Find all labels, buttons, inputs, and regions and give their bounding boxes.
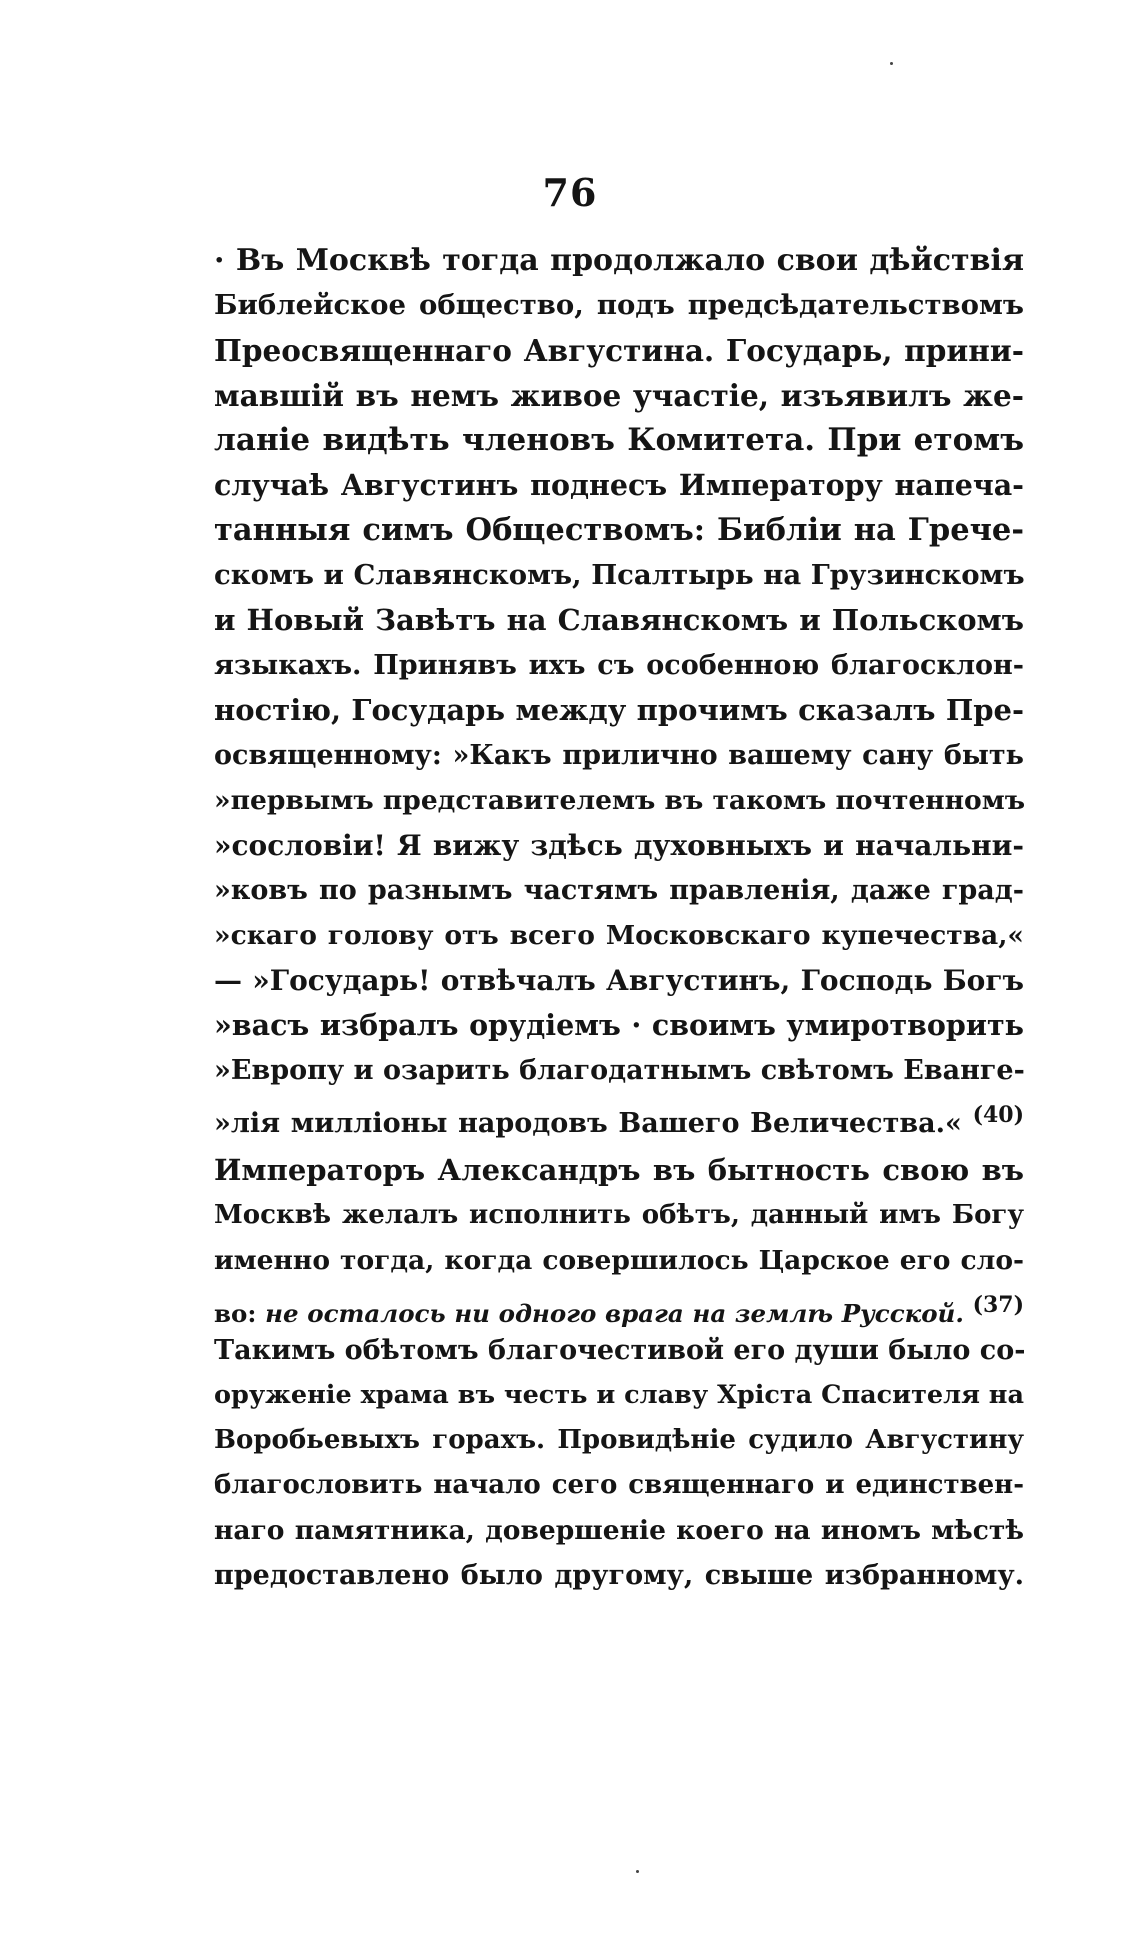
line-prefix: во: bbox=[214, 1299, 257, 1328]
text-line: »первымъ представителемъ въ такомъ почтенномъ bbox=[214, 785, 1026, 816]
text-line: благословить начало сего священнаго и единствен- bbox=[214, 1470, 1024, 1500]
text-line: и Новый Завѣтъ на Славянскомъ и Польскомъ bbox=[214, 603, 1024, 637]
text-line: · Въ Москвѣ тогда продолжало свои дѣйствія bbox=[214, 243, 1024, 278]
text-line: »скаго голову отъ всего Московскаго купечества,« bbox=[214, 920, 1024, 951]
text-line: предоставлено было другому, свыше избранному. bbox=[214, 1560, 1024, 1591]
page-number: 76 bbox=[542, 170, 598, 215]
text-line: — »Государь! отвѣчалъ Августинъ, Господь Богъ bbox=[214, 964, 1024, 997]
text-line: Москвѣ желалъ исполнить обѣтъ, данный имъ Богу bbox=[214, 1200, 1024, 1230]
text-line: »ковъ по разнымъ частямъ правленія, даже град- bbox=[214, 875, 1024, 906]
text-line: »Европу и озарить благодатнымъ свѣтомъ Еванге- bbox=[214, 1055, 1025, 1086]
paragraph-1 bbox=[214, 238, 1024, 1138]
text-line: оруженіе храма въ честь и славу Хріста Спасителя на bbox=[214, 1380, 1024, 1410]
text-line: Воробьевыхъ горахъ. Провидѣніе судило Августину bbox=[214, 1425, 1024, 1455]
text-line-italic bbox=[214, 1283, 1024, 1328]
text-line: освященному: »Какъ прилично вашему сану быть bbox=[214, 740, 1024, 771]
body-text bbox=[214, 238, 1024, 1598]
text-line: Императоръ Александръ въ бытность свою въ bbox=[214, 1153, 1024, 1187]
scan-speck bbox=[890, 62, 893, 65]
footnote-reference: (40) bbox=[972, 1102, 1024, 1128]
text-line-last bbox=[214, 1093, 1024, 1138]
text-line: Библейское общество, подъ предсѣдательствомъ bbox=[214, 289, 1024, 321]
line-text: »лія милліоны народовъ Вашего Величества.« bbox=[214, 1108, 962, 1139]
italic-quote: не осталось ни одного врага на землѣ Русской. bbox=[265, 1299, 964, 1328]
text-line: »васъ избралъ орудіемъ · своимъ умиротворить bbox=[214, 1008, 1024, 1042]
text-line: случаѣ Августинъ поднесъ Императору напеча- bbox=[214, 468, 1024, 502]
paragraph-2 bbox=[214, 1148, 1024, 1598]
text-line: »сословіи! Я вижу здѣсь духовныхъ и начальни- bbox=[214, 829, 1024, 862]
text-line: языкахъ. Принявъ ихъ съ особенною благосклон- bbox=[214, 650, 1024, 681]
text-line: ностію, Государь между прочимъ сказалъ Пре- bbox=[214, 693, 1024, 727]
text-line: наго памятника, довершеніе коего на иномъ мѣстѣ bbox=[214, 1515, 1024, 1546]
text-line: именно тогда, когда совершилось Царское его сло- bbox=[214, 1245, 1024, 1276]
text-line: мавшій въ немъ живое участіе, изъявилъ же- bbox=[214, 378, 1024, 413]
text-line: танныя симъ Обществомъ: Библіи на Грече- bbox=[214, 512, 1024, 548]
text-line: скомъ и Славянскомъ, Псалтырь на Грузинскомъ bbox=[214, 559, 1025, 591]
text-line: Преосвященнаго Августина. Государь, прини- bbox=[214, 333, 1024, 368]
footnote-reference: (37) bbox=[972, 1292, 1025, 1318]
scan-speck bbox=[636, 1870, 639, 1873]
text-line: Такимъ обѣтомъ благочестивой его души было со- bbox=[214, 1335, 1026, 1366]
text-line: ланіе видѣть членовъ Комитета. При етомъ bbox=[214, 422, 1024, 458]
